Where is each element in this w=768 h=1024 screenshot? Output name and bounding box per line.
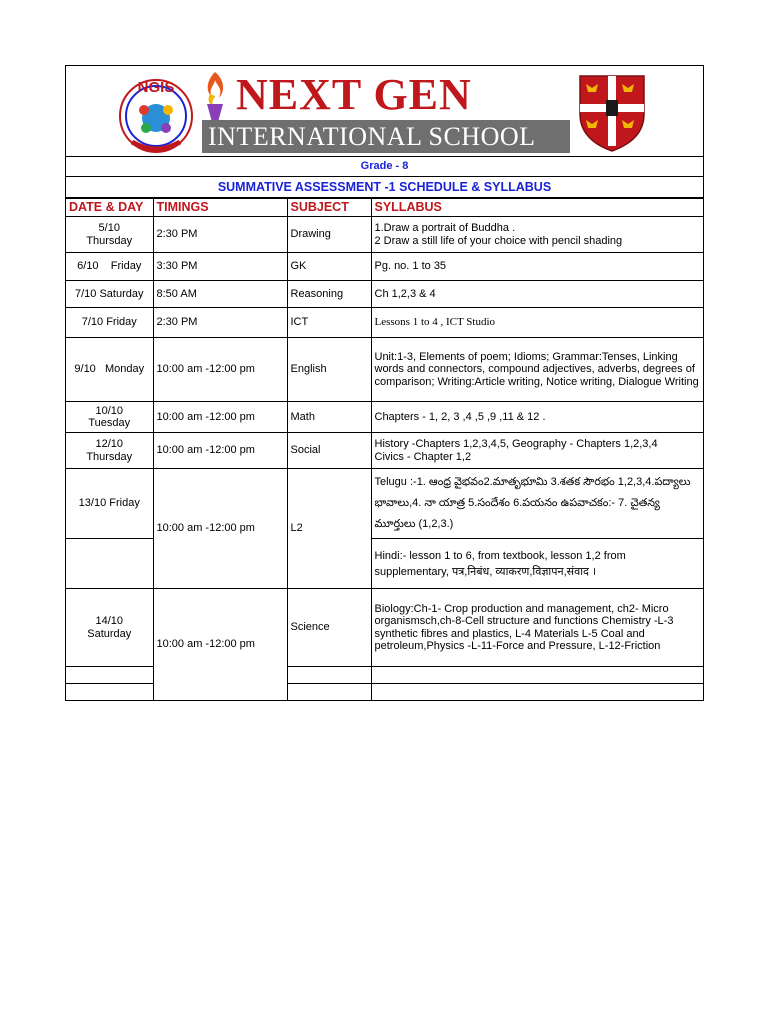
school-name-bottom: INTERNATIONAL SCHOOL: [202, 120, 570, 153]
time-cell: 2:30 PM: [153, 308, 287, 338]
subject-cell: Reasoning: [287, 281, 371, 308]
table-row: [66, 433, 703, 469]
date-cell: 7/10 Friday: [66, 308, 153, 338]
school-header: [66, 66, 703, 157]
date-cell: 7/10 Saturday: [66, 281, 153, 308]
syllabus-line: 1.Draw a portrait of Buddha .: [374, 222, 516, 234]
empty-cell: [371, 667, 703, 684]
day-text: Saturday: [87, 627, 132, 640]
col-header-syllabus: SYLLABUS: [371, 199, 703, 217]
syllabus-cell: Unit:1-3, Elements of poem; Idioms; Grammar:Tenses, Linking words and connectors, compound adjectives, adverbs, degrees of comparison; Writing:Article writing, Notice writing, Dialogue Writing: [371, 338, 703, 402]
date-cell: 13/10 Friday: [66, 469, 153, 539]
syllabus-cell: [371, 217, 703, 253]
empty-cell: [287, 667, 371, 684]
ngis-logo: [114, 72, 198, 154]
subject-cell: ICT: [287, 308, 371, 338]
col-header-timings: TIMINGS: [153, 199, 287, 217]
school-name-top: NEXT GEN: [236, 70, 472, 119]
day-text: Thursday: [86, 450, 133, 463]
subject-cell: L2: [287, 469, 371, 589]
date-cell: [66, 402, 153, 433]
table-row: [66, 281, 703, 308]
day-text: Thursday: [86, 234, 133, 247]
time-cell: 2:30 PM: [153, 217, 287, 253]
col-header-date: DATE & DAY: [66, 199, 153, 217]
grade-label: Grade - 8: [66, 156, 703, 177]
empty-cell: [66, 684, 153, 701]
time-cell: 10:00 am -12:00 pm: [153, 338, 287, 402]
time-cell: 10:00 am -12:00 pm: [153, 433, 287, 469]
crest-icon: [578, 74, 646, 152]
empty-cell: [287, 684, 371, 701]
date-cell: [66, 433, 153, 469]
time-cell: 10:00 am -12:00 pm: [153, 402, 287, 433]
date-text: 5/10: [98, 222, 120, 234]
date-text: 14/10: [95, 615, 124, 627]
date-text: 12/10: [95, 438, 124, 450]
time-cell: 10:00 am -12:00 pm: [153, 589, 287, 701]
svg-text:NGIS: NGIS: [137, 79, 175, 96]
date-cell: [66, 217, 153, 253]
subject-cell: GK: [287, 253, 371, 281]
empty-cell: [371, 684, 703, 701]
time-cell: 10:00 am -12:00 pm: [153, 469, 287, 589]
syllabus-cell: Biology:Ch-1- Crop production and management, ch2- Micro organismsch,ch-8-Cell structure and functions Chemistry -L-3 synthetic fibres and plastics, L-4 Materials L-5 Coal and petroleum,Physics -L-11-Force and Pressure, L-12-Friction: [371, 589, 703, 667]
date-cell: [66, 589, 153, 667]
table-row: [66, 589, 703, 667]
empty-cell: [66, 539, 153, 589]
subject-cell: Science: [287, 589, 371, 667]
subject-cell: Math: [287, 402, 371, 433]
table-row: [66, 253, 703, 281]
syllabus-cell: Lessons 1 to 4 , ICT Studio: [371, 308, 703, 338]
col-header-subject: SUBJECT: [287, 199, 371, 217]
table-row: [66, 402, 703, 433]
syllabus-cell: Chapters - 1, 2, 3 ,4 ,5 ,9 ,11 & 12 .: [371, 402, 703, 433]
syllabus-cell-telugu: Telugu :-1. ఆంధ్ర వైభవం2.మాతృభూమి 3.శతక సౌరభం 1,2,3,4.పద్యాలు భావాలు,4. నా యాత్ర 5.సందేశం 6.పయనం ఉపవాచకం:- 7. చైతన్య మూర్తులు (1,2,3.): [371, 469, 703, 539]
table-row: [66, 217, 703, 253]
schedule-sheet: [65, 65, 704, 701]
syllabus-line: History -Chapters 1,2,3,4,5, Geography - Chapters 1,2,3,4: [374, 438, 658, 450]
page-title: SUMMATIVE ASSESSMENT -1 SCHEDULE & SYLLABUS: [66, 177, 703, 198]
subject-cell: Social: [287, 433, 371, 469]
table-row: [66, 308, 703, 338]
syllabus-cell: Pg. no. 1 to 35: [371, 253, 703, 281]
date-cell: 9/10 Monday: [66, 338, 153, 402]
syllabus-cell-hindi: Hindi:- lesson 1 to 6, from textbook, lesson 1,2 from supplementary, पत्र,निबंध, व्याकरण,विज्ञापन,संवाद ।: [371, 539, 703, 589]
syllabus-line: Civics - Chapter 1,2: [374, 450, 472, 463]
syllabus-line: 2 Draw a still life of your choice with pencil shading: [374, 234, 623, 247]
subject-cell: Drawing: [287, 217, 371, 253]
schedule-table: [66, 198, 703, 701]
table-row: [66, 338, 703, 402]
syllabus-cell: [371, 433, 703, 469]
subject-cell: English: [287, 338, 371, 402]
day-text: Tuesday: [88, 417, 131, 429]
date-text: 10/10: [95, 404, 124, 417]
empty-cell: [66, 667, 153, 684]
table-row: [66, 469, 703, 539]
time-cell: 3:30 PM: [153, 253, 287, 281]
table-header-row: [66, 199, 703, 217]
time-cell: 8:50 AM: [153, 281, 287, 308]
date-cell: 6/10 Friday: [66, 253, 153, 281]
syllabus-cell: Ch 1,2,3 & 4: [371, 281, 703, 308]
